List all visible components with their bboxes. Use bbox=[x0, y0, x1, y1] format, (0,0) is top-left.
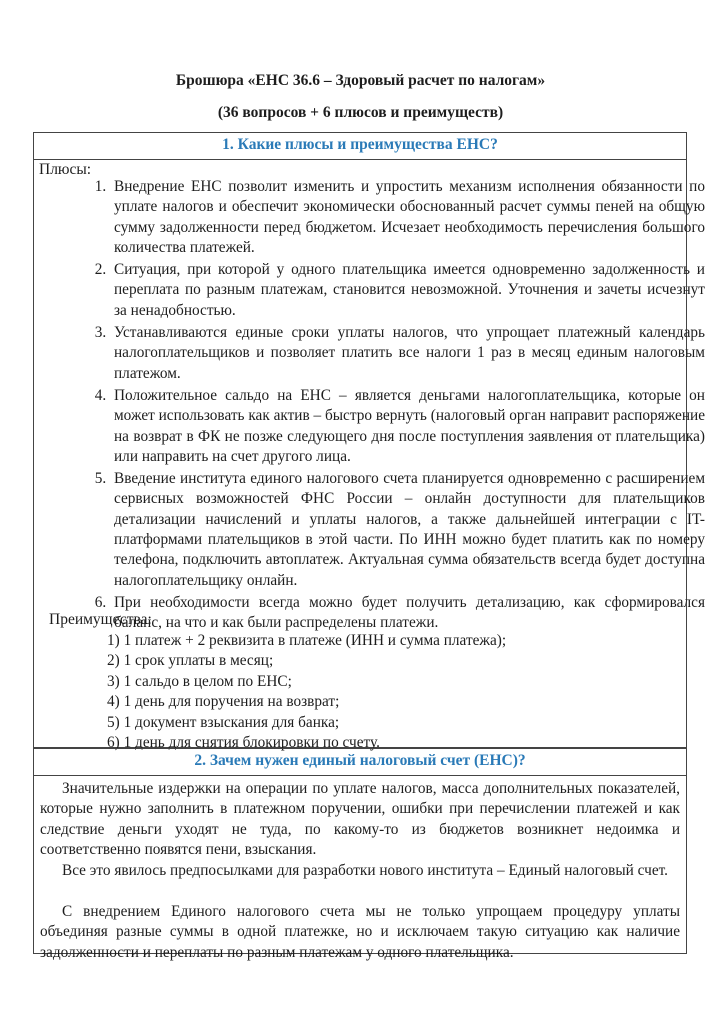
plus-item: 4. Положительное сальдо на ЕНС – является деньгами налогоплательщика, которые он может использовать как актив – быстро вернуть (налоговый орган направит распоряжение на возврат в ФК не позже следующего дня после поступления заявления от плательщика) или направить на счет другого лица. bbox=[110, 386, 705, 467]
advantages-label: Преимущества: bbox=[49, 611, 152, 628]
plus-item: 1. Внедрение ЕНС позволит изменить и упростить механизм исполнения обязанности по уплате налогов и обеспечит экономически обоснованный расчет суммы пеней на общую сумму задолженности перед бюджетом. Исчезает необходимость перечисления большого количества платежей. bbox=[110, 177, 705, 258]
section-1-box bbox=[33, 132, 706, 752]
advantage-item: 4) 1 день для поручения на возврат; bbox=[107, 693, 340, 711]
document-subtitle: (36 вопросов + 6 плюсов и преимуществ) bbox=[217, 104, 504, 121]
advantages-list bbox=[107, 631, 506, 753]
section-2-paragraph: Все это явилось предпосылками для разработки нового института – Единый налоговый счет. bbox=[62, 862, 669, 879]
section-1-heading: 1. Какие плюсы и преимущества ЕНС? bbox=[34, 133, 686, 160]
plus-item: 5. Введение института единого налогового счета планируется одновременно с расширением сервисных возможностей ФНС России – онлайн доступности для плательщиков детализации начислений и уплаты налогов, а также дальнейшей интеграции с IT-платформами плательщиков в этой части. По ИНН можно будет платить как по номеру телефона, подключить автоплатеж. Актуальная сумма обязательств всегда будет доступна налогоплательщику онлайн. bbox=[110, 469, 705, 591]
document-title: Брошюра «ЕНС 36.6 – Здоровый расчет по налогам» bbox=[175, 72, 546, 89]
advantage-item: 2) 1 срок уплаты в месяц; bbox=[107, 652, 274, 670]
plus-item: 2. Ситуация, при которой у одного плательщика имеется одновременно задолженность и переплата по разным платежам, становится невозможной. Уточнения и зачеты исчезнут за ненадобностью. bbox=[110, 260, 705, 321]
plus-item: 6. При необходимости всегда можно будет получить детализацию, как сформировался баланс, на что и как были распределены платежи. bbox=[110, 593, 705, 634]
advantage-item: 3) 1 сальдо в целом по ЕНС; bbox=[107, 672, 292, 690]
section-2-box bbox=[33, 748, 687, 961]
section-2-paragraph: Значительные издержки на операции по уплате налогов, масса дополнительных показателей, которые нужно заполнить в платежном поручении, ошибки при перечислении платежей и как следствие деньги уходят не туда, по какому-то из бюджетов возникнет недоимка и соответственно появятся пени, взыскания. bbox=[40, 780, 680, 858]
pluses-list bbox=[86, 177, 705, 636]
plus-item: 3. Устанавливаются единые сроки уплаты налогов, что упрощает платежный календарь налогоплательщиков и позволяет платить все налоги 1 раз в месяц единым налоговым платежом. bbox=[110, 323, 705, 384]
pluses-label: Плюсы: bbox=[39, 161, 92, 178]
advantage-item: 5) 1 документ взыскания для банка; bbox=[107, 713, 340, 731]
advantage-item: 6) 1 день для снятия блокировки по счету. bbox=[107, 734, 380, 752]
section-2-heading: 2. Зачем нужен единый налоговый счет (ЕНС)? bbox=[34, 749, 686, 776]
section-2-paragraph: С внедрением Единого налогового счета мы не только упрощаем процедуру уплаты объединяя разные суммы в одной платежке, но и исключаем такую ситуацию как наличие задолженности и переплаты по разным платежам у одного плательщика. bbox=[40, 903, 680, 961]
advantage-item: 1) 1 платеж + 2 реквизита в платеже (ИНН и сумма платежа); bbox=[107, 632, 507, 649]
